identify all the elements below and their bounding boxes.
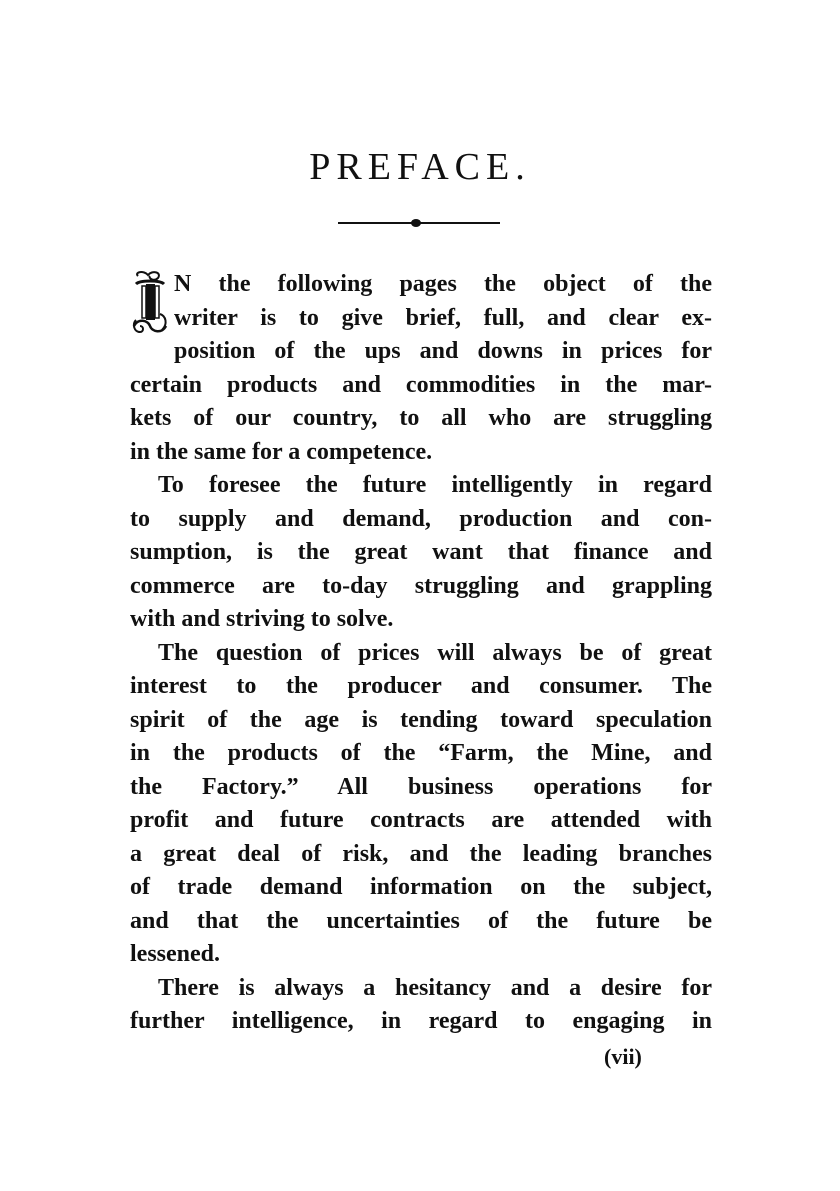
text-line: sumption, is the great want that finance and (130, 539, 712, 565)
preface-body (130, 268, 712, 1039)
text-line: in the same for a competence. (130, 438, 433, 465)
divider-ornament (411, 219, 421, 227)
text-line: and that the uncertainties of the future be (130, 907, 712, 934)
text-line: spirit of the age is tending toward speculation (130, 706, 712, 733)
text-line: with and striving to solve. (130, 606, 394, 632)
text-line: interest to the producer and consumer. The (130, 673, 712, 699)
paragraph-4 (130, 972, 712, 1039)
text-line: writer is to give brief, full, and clear ex- (174, 304, 712, 331)
text-line: N the following pages the object of the (174, 271, 712, 297)
drop-cap-ornament (130, 270, 170, 336)
text-line: position of the ups and downs in prices for (174, 338, 712, 364)
paragraph-3 (130, 637, 712, 972)
text-line: of trade demand information on the subject, (130, 874, 712, 900)
text-line: profit and future contracts are attended with (130, 807, 712, 833)
text-line: There is always a hesitancy and a desire for (158, 974, 712, 1001)
text-line: in the products of the “Farm, the Mine, and (130, 740, 712, 766)
text-line: a great deal of risk, and the leading branches (130, 840, 712, 867)
text-line: kets of our country, to all who are struggling (130, 405, 712, 431)
text-line: certain products and commodities in the mar- (130, 371, 712, 398)
text-line: the Factory.” All business operations for (130, 773, 712, 800)
text-line: to supply and demand, production and con- (130, 505, 712, 532)
page-title: PREFACE. (309, 146, 531, 188)
text-line: The question of prices will always be of great (158, 639, 712, 666)
text-line: To foresee the future intelligently in regard (158, 472, 712, 498)
drop-cap-letter (130, 270, 170, 304)
text-line: lessened. (130, 941, 220, 967)
paragraph-2 (130, 469, 712, 637)
text-line: commerce are to-day struggling and grappling (130, 572, 712, 599)
text-line: further intelligence, in regard to engaging in (130, 1008, 712, 1034)
page-number: (vii) (604, 1044, 642, 1069)
paragraph-1 (130, 268, 712, 469)
